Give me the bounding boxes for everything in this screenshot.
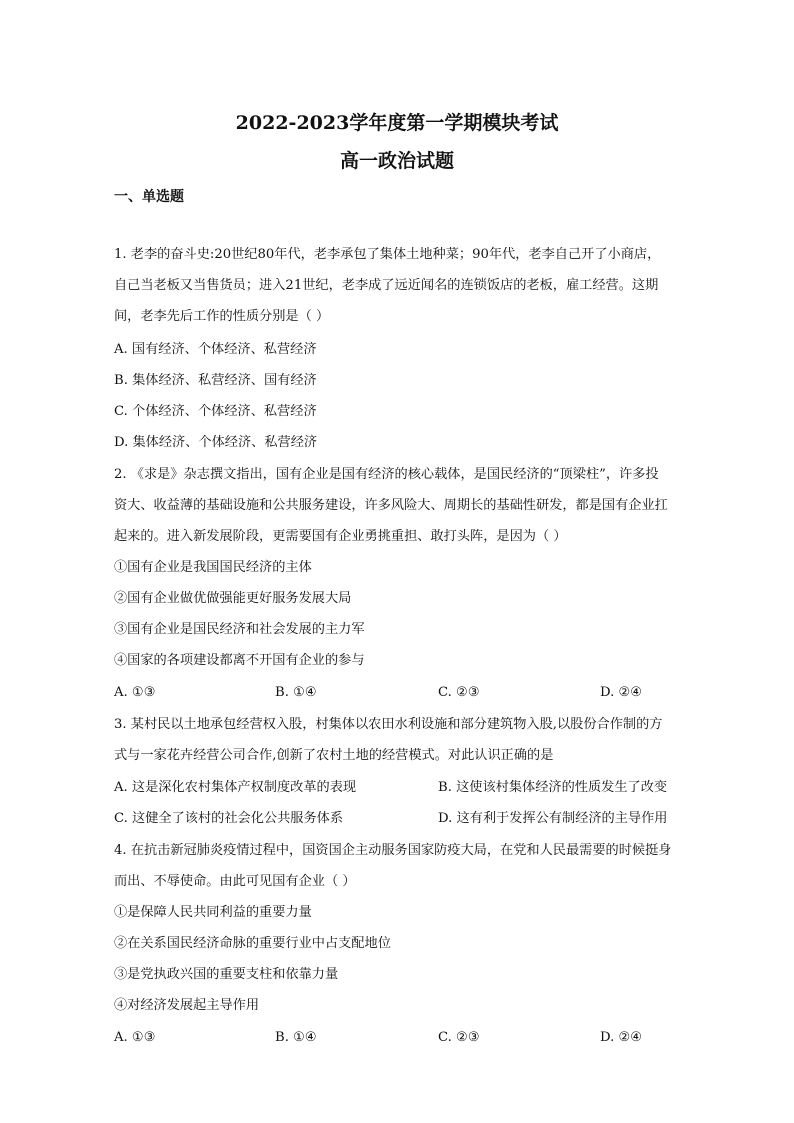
question-3-option-d: D. 这有利于发挥公有制经济的主导作用	[438, 811, 668, 826]
question-2-text: 起来的。进入新发展阶段，更需要国有企业勇挑重担、敢打头阵，是因为（ ）	[114, 529, 567, 544]
question-1-text: 自己当老板又当售货员；进入21世纪，老李成了远近闻名的连锁饭店的老板，雇工经营。这期	[114, 278, 659, 293]
question-4-text: 4. 在抗击新冠肺炎疫情过程中，国资国企主动服务国家防疫大局，在党和人民最需要的时候挺身	[114, 843, 672, 858]
question-2-option-d: D. ②④	[600, 685, 643, 700]
question-1-option-d: D. 集体经济、个体经济、私营经济	[114, 435, 318, 450]
question-4-option-a: A. ①③	[114, 1030, 156, 1045]
question-4-option-c: C. ②③	[438, 1030, 480, 1045]
question-4-item-4: ④对经济发展起主导作用	[114, 998, 260, 1013]
question-2-option-b: B. ①④	[275, 685, 317, 700]
question-1-option-c: C. 个体经济、个体经济、私营经济	[114, 404, 317, 419]
question-4-option-d: D. ②④	[600, 1030, 643, 1045]
question-1-option-b: B. 集体经济、私营经济、国有经济	[114, 373, 317, 388]
question-2-item-4: ④国家的各项建设都离不开国有企业的参与	[114, 653, 365, 668]
question-1-option-a: A. 国有经济、个体经济、私营经济	[114, 342, 317, 357]
question-3-text: 3. 某村民以土地承包经营权入股，村集体以农田水利设施和部分建筑物入股,以股份合作制的方	[114, 717, 663, 732]
exam-subtitle: 高一政治试题	[339, 150, 454, 172]
question-2-option-a: A. ①③	[114, 685, 156, 700]
question-2-item-1: ①国有企业是我国国民经济的主体	[114, 560, 312, 575]
question-3-option-b: B. 这使该村集体经济的性质发生了改变	[438, 780, 668, 795]
question-2-text: 2. 《求是》杂志撰文指出，国有企业是国有经济的核心载体，是国民经济的“顶梁柱”，许多投	[114, 467, 659, 482]
question-2-text: 资大、收益薄的基础设施和公共服务建设，许多风险大、周期长的基础性研发，都是国有企业扛	[114, 498, 668, 513]
question-2-item-3: ③国有企业是国民经济和社会发展的主力军	[114, 622, 365, 637]
question-1-text: 1. 老李的奋斗史:20世纪80年代，老李承包了集体土地种菜；90年代，老李自己开了小商店，	[114, 247, 661, 262]
question-1-text: 间，老李先后工作的性质分别是（ ）	[114, 309, 330, 324]
question-3-option-c: C. 这健全了该村的社会化公共服务体系	[114, 811, 344, 826]
question-4-item-1: ①是保障人民共同利益的重要力量	[114, 905, 312, 920]
exam-title: 2022-2023学年度第一学期模块考试	[235, 112, 559, 134]
question-3-text: 式与一家花卉经营公司合作,创新了农村土地的经营模式。对此认识正确的是	[114, 748, 554, 763]
question-2-item-2: ②国有企业做优做强能更好服务发展大局	[114, 591, 352, 606]
question-3-option-a: A. 这是深化农村集体产权制度改革的表现	[114, 780, 357, 795]
question-4-text: 而出、不辱使命。由此可见国有企业（ ）	[114, 874, 356, 889]
question-2-option-c: C. ②③	[438, 685, 480, 700]
question-4-item-2: ②在关系国民经济命脉的重要行业中占支配地位	[114, 936, 391, 951]
question-4-option-b: B. ①④	[275, 1030, 317, 1045]
section-heading: 一、单选题	[114, 189, 184, 205]
question-4-item-3: ③是党执政兴国的重要支柱和依靠力量	[114, 967, 339, 982]
